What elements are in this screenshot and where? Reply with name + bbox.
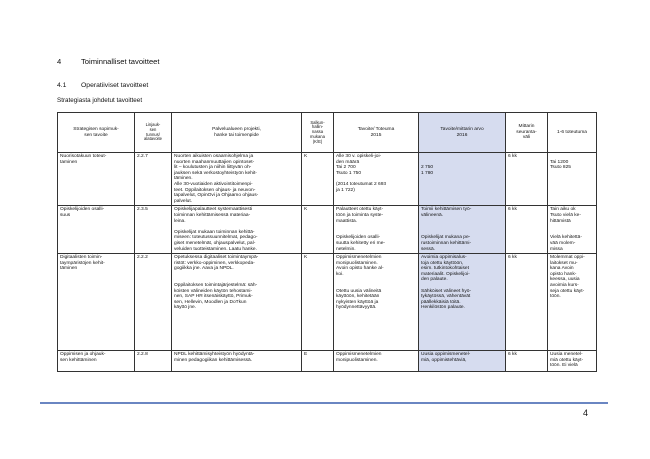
cell-line: Uusia oppimismenetel-	[421, 352, 471, 358]
cell-line: leina.	[174, 218, 186, 224]
cell-line: esim. tutkintokohtaiset	[421, 266, 469, 272]
cell-line: keessa, uusia	[550, 277, 580, 283]
cell-line: Henkilöstön palaute.	[421, 305, 465, 311]
header-line: Palvelualueen projekti,	[212, 126, 261, 132]
cell-line: hittämistä	[550, 218, 571, 224]
cell-line: Palautteet otettu käyt-	[336, 207, 384, 213]
goals-table	[57, 112, 597, 372]
outcome-cell	[548, 206, 597, 254]
section-heading	[57, 57, 160, 66]
target-2015-cell	[334, 351, 419, 372]
target-2015-cell	[334, 206, 419, 254]
target-2016-cell	[419, 206, 506, 254]
cell-line: 1 780	[421, 170, 434, 176]
cell-line: veluiden tuotteistaminen. Laatu hanke.	[174, 246, 257, 252]
subsection-number: 4.1	[57, 82, 67, 89]
cell-line: nuorten maahanmuuttajien opintoset-	[174, 159, 255, 165]
cell-line: den määrä	[336, 159, 360, 165]
footer-rule	[40, 402, 608, 404]
cell-line: toja otettu käyttöön,	[421, 260, 464, 266]
outcome-cell	[548, 153, 597, 206]
cell-line: miä, oppimistehtäviä,	[421, 357, 467, 363]
header-code	[135, 113, 172, 153]
cell-line: Toimii kehittämisen työ-	[421, 207, 472, 213]
cell-line: taminen	[60, 159, 78, 165]
cell-line: käyttö jne.	[174, 305, 197, 311]
outcome-cell	[548, 254, 597, 351]
cell-line: Uusia menetel-	[550, 352, 583, 358]
cell-line: Alle 30 v. opiskeli-joi-	[336, 154, 382, 159]
cell-line: Tai 1200	[550, 159, 569, 165]
cell-line: käyttöön, kehitetään	[336, 294, 380, 300]
table-body	[58, 153, 597, 372]
cell-line: 2.2.2	[137, 255, 148, 261]
code-cell	[135, 351, 172, 372]
cell-line: avoimia kurs-	[550, 283, 579, 289]
cell-line: tapalvelut, OpinOvi ja Ohjaamo ohjaus-	[174, 193, 259, 199]
cell-line: ristöt: verkko-oppiminen, verkkopeda-	[174, 260, 255, 266]
cell-line: 6 kk	[508, 207, 517, 213]
header-line: (K/E)	[312, 138, 323, 144]
header-line: väli	[522, 135, 531, 141]
cell-line: tykäytössä, vähentävät	[421, 294, 471, 300]
goal-cell	[58, 254, 135, 351]
cell-line: Nuorten aikuisten osaamisohjelma ja	[174, 154, 254, 159]
cell-line: laitokset mu-	[550, 260, 578, 266]
cell-line: seja otettu käyt-	[550, 288, 585, 294]
header-line: seuranta-	[516, 129, 537, 135]
cell-line: 2.3.5	[137, 207, 148, 213]
cell-line: den palaute.	[421, 277, 448, 283]
cell-line: 6 kk	[508, 352, 517, 358]
cell-line: giset menetelmät, ohjauspalvelut, pal-	[174, 240, 256, 246]
header-line: 2016	[456, 132, 468, 138]
project-cell	[172, 254, 302, 351]
header-goal	[58, 113, 135, 153]
header-line: mukana	[310, 133, 325, 139]
header-line: Tavoite/mittarin arvo	[440, 126, 484, 132]
cell-line: nen, SAP HR itsenäiskäyttö, Primuk-	[174, 294, 253, 300]
cell-line: opisto hank-	[550, 271, 577, 277]
cell-line: sen, Hellevin, Moodlen ja DoTkun	[174, 299, 247, 305]
project-cell	[172, 153, 302, 206]
cell-line: teet. Oppilaitoksen ohjaus- ja neuvon-	[174, 187, 256, 193]
cell-line: töön. Ei vielä	[550, 363, 578, 369]
cell-line: lit – koulutusten ja niihin liittyvän oh-	[174, 165, 252, 171]
header-line: Tavoite/ Toteuma	[357, 126, 395, 132]
cell-line: maattista.	[336, 218, 357, 224]
portfolio-cell	[302, 206, 334, 254]
header-line: sen	[149, 126, 157, 132]
cell-line: sessä.	[421, 246, 435, 252]
cell-line: suutta kehitetty eri me-	[336, 240, 385, 246]
header-line: sen tavoite	[84, 132, 108, 138]
header-portfolio	[302, 113, 334, 153]
cell-line: Opiskelijoiden osalli-	[336, 235, 381, 241]
header-line: hallin-	[311, 124, 324, 130]
cell-line: toiminnan kehittämisessä materiaa-	[174, 212, 251, 218]
interval-cell	[506, 351, 548, 372]
cell-line: Opiskelijat mukana pe-	[421, 235, 471, 241]
cell-line: minen pedagogiikan kehittämisessä.	[174, 357, 253, 363]
cell-line: monipuolistaminen.	[336, 357, 378, 363]
portfolio-cell	[302, 254, 334, 351]
header-row	[58, 113, 597, 153]
subsection-title: Operatiiviset tavoitteet	[81, 82, 149, 89]
cell-line: 6 kk	[508, 255, 517, 261]
cell-line: täminen.	[174, 176, 193, 182]
table-caption: Strategiasta johdetut tavoitteet	[57, 97, 143, 104]
cell-line: töön.	[550, 294, 561, 300]
cell-line: Tai 2 700	[336, 165, 356, 171]
cell-line: suus	[60, 212, 71, 218]
cell-line: monipuolistaminen.	[336, 260, 378, 266]
project-cell	[172, 351, 302, 372]
cell-line: Sähköiset välineet hyö-	[421, 288, 472, 294]
cell-line: gogiikka jne. Aava ja NPDL.	[174, 266, 234, 272]
header-interval	[506, 113, 548, 153]
cell-line: töön ja toiminta syste-	[336, 212, 384, 218]
cell-line: Opetuksessa digitaaliset toimintaympä-	[174, 255, 259, 261]
cell-line: miseen: toteutussuunnitelmat, pedago-	[174, 235, 258, 241]
cell-line: 2.2.7	[137, 154, 148, 159]
subsection-heading	[57, 82, 148, 89]
cell-line: Alle 30-vuotiaiden aktivointitoimenpi-	[174, 181, 253, 187]
target-2015-cell	[334, 153, 419, 206]
cell-line: Tsuto 1 750	[336, 170, 362, 176]
header-line: Linjauk-	[145, 121, 161, 127]
table-row	[58, 351, 597, 372]
cell-line: netelmin.	[336, 246, 356, 252]
header-target-2015	[334, 113, 419, 153]
code-cell	[135, 153, 172, 206]
header-line: 1-6 toteutuma	[557, 129, 587, 135]
cell-line: nykyisten käyttöä ja	[336, 299, 379, 305]
code-cell	[135, 254, 172, 351]
cell-line: Oppimismenetelmien	[336, 352, 382, 358]
header-line: hanke tai toimenpide	[214, 132, 259, 138]
header-line: nassa	[311, 129, 324, 135]
cell-line: palvelut.	[174, 198, 193, 204]
page-number: 4	[583, 408, 589, 418]
interval-cell	[506, 254, 548, 351]
table-header	[58, 113, 597, 153]
goal-cell	[58, 206, 135, 254]
table-row	[58, 153, 597, 206]
cell-line: hyödynnettävyyttä.	[336, 305, 377, 311]
cell-line: Oppimisen ja ohjauk-	[60, 352, 106, 358]
cell-line: 2.2.8	[137, 352, 148, 358]
cell-line: E	[304, 352, 308, 358]
goal-cell	[58, 153, 135, 206]
cell-line: jauksen sekä verkostoyhteistyön kehit-	[174, 170, 257, 176]
interval-cell	[506, 206, 548, 254]
cell-line: Nuorisotakuun toteut-	[60, 154, 107, 159]
target-2016-cell	[419, 153, 506, 206]
cell-line: K	[304, 207, 308, 213]
cell-line: 2 750	[421, 165, 434, 171]
target-2016-cell	[419, 254, 506, 351]
header-line: 2015	[370, 132, 382, 138]
cell-line: Otettu uusia välineitä	[336, 288, 382, 294]
cell-line: Molemmat oppi-	[550, 255, 585, 261]
cell-line: K	[304, 154, 308, 159]
cell-line: Opiskelijat mukaan toiminnan kehittä-	[174, 229, 255, 235]
cell-line: NPDL kehittämisyhteistyön hyödyntä-	[174, 352, 255, 358]
table-row	[58, 206, 597, 254]
header-line: Mittarin	[518, 124, 535, 130]
header-target-2016	[419, 113, 506, 153]
section-number: 4	[57, 57, 62, 66]
cell-line: rustoiminnan kehittämi-	[421, 240, 472, 246]
header-outcome	[548, 113, 597, 153]
header-project	[172, 113, 302, 153]
cell-line: Digitaalisten toimin-	[60, 255, 103, 261]
cell-line: Tsuto vielä ke-	[550, 212, 581, 218]
cell-line: Opiskelijoiden osalli-	[60, 207, 105, 213]
outcome-cell	[548, 351, 597, 372]
cell-line: materiaalit. Opiskelijoi-	[421, 271, 470, 277]
portfolio-cell	[302, 351, 334, 372]
cell-line: Oppimismenetelmien	[336, 255, 382, 261]
cell-line: ja 1 722)	[336, 187, 355, 193]
cell-line: miä otettu käyt-	[550, 357, 584, 363]
cell-line: Oppilaitoksen toimintajärjestelmä: säh-	[174, 283, 258, 289]
cell-line: (2014 toteutumat 2 693	[336, 181, 387, 187]
cell-line: Avoimia oppimisalus-	[421, 255, 467, 261]
cell-line: Vielä kehitettä-	[550, 235, 582, 241]
goal-cell	[58, 351, 135, 372]
cell-line: taympäristöjen kehit-	[60, 260, 105, 266]
cell-line: Opiskelijapalautteet systemaattisesti	[174, 207, 253, 213]
table-row	[58, 254, 597, 351]
cell-line: sen kehittäminen	[60, 357, 97, 363]
cell-line: 6 kk	[508, 154, 517, 159]
target-2015-cell	[334, 254, 419, 351]
portfolio-cell	[302, 153, 334, 206]
cell-line: täminen	[60, 266, 78, 272]
cell-line: koi.	[336, 271, 344, 277]
header-line: Strategisen sopimuk-	[73, 126, 119, 132]
cell-line: Avoin opisto hanke al-	[336, 266, 384, 272]
cell-line: päällekkäisiä töitä.	[421, 299, 461, 305]
project-cell	[172, 206, 302, 254]
cell-line: Tain aiku ok	[550, 207, 576, 213]
interval-cell	[506, 153, 548, 206]
code-cell	[135, 206, 172, 254]
header-line: tunnus/	[146, 131, 160, 137]
cell-line: vää molem-	[550, 240, 576, 246]
cell-line: välineenä.	[421, 212, 444, 218]
target-2016-cell	[419, 351, 506, 372]
cell-line: missa	[550, 246, 563, 252]
cell-line: köisten välineiden käytön tehostami-	[174, 288, 253, 294]
header-line: alatavoite	[144, 136, 162, 142]
cell-line: kana Avoin	[550, 266, 574, 272]
header-line: Salkun-	[310, 119, 325, 125]
section-title: Toiminnalliset tavoitteet	[81, 57, 160, 66]
cell-line: K	[304, 255, 308, 261]
cell-line: Tsuto 825	[550, 165, 572, 171]
